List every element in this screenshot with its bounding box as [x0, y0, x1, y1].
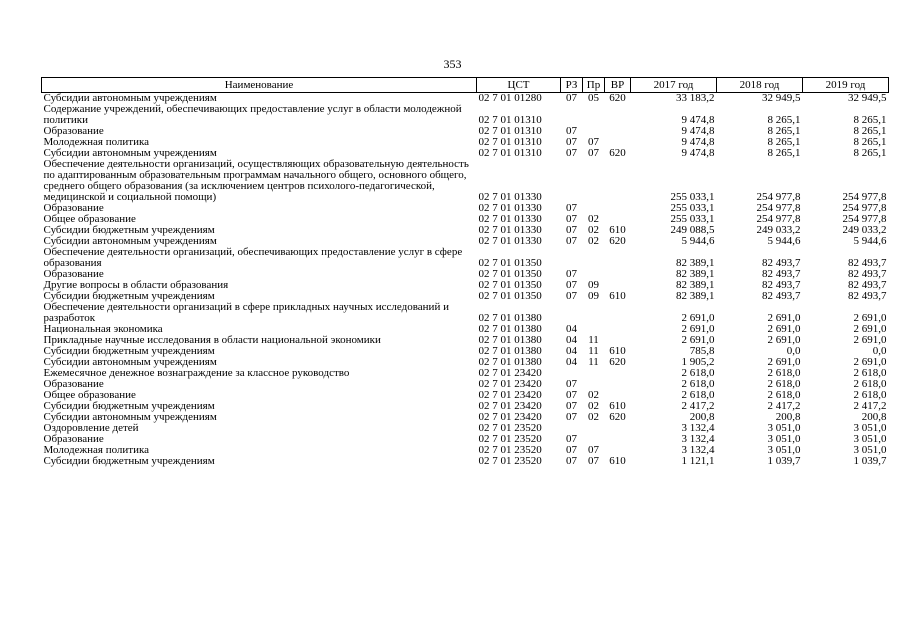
row-2018-value: 32 949,5	[762, 92, 801, 104]
row-2019-value: 8 265,1	[853, 114, 887, 126]
row-2018-value: 1 039,7	[767, 455, 801, 467]
row-2019-value: 0,0	[872, 345, 887, 357]
row-2018-value: 2 618,0	[767, 389, 801, 401]
row-cst-cell: 02 7 01 23420	[478, 411, 542, 423]
row-2019-value: 5 944,6	[853, 235, 887, 247]
row-2017-value: 9 474,8	[681, 136, 715, 148]
column-header-rz: РЗ	[561, 78, 583, 93]
row-2017-value: 255 033,1	[670, 202, 715, 214]
row-2019-value: 8 265,1	[853, 136, 887, 148]
row-rz-cell: 04	[566, 356, 577, 368]
row-pr-cell: 09	[588, 279, 599, 291]
row-name-cell: Образование	[43, 268, 104, 280]
row-rz-cell: 07	[566, 136, 577, 148]
row-cst-cell: 02 7 01 01350	[478, 268, 542, 280]
row-2018-value: 254 977,8	[756, 202, 801, 214]
budget-table	[41, 77, 889, 467]
row-2019-value: 3 051,0	[853, 422, 887, 434]
table-row	[42, 456, 889, 467]
table-row	[42, 302, 889, 324]
row-2017-value: 5 944,6	[681, 235, 715, 247]
row-rz-cell	[561, 159, 583, 203]
row-cst-cell: 02 7 01 01380	[478, 323, 542, 335]
row-vr-cell	[605, 126, 631, 137]
table-row	[42, 412, 889, 423]
row-rz-cell	[561, 302, 583, 324]
row-2018-value: 82 493,7	[762, 257, 801, 269]
row-2017-value: 1 905,2	[681, 356, 715, 368]
column-header-2017: 2017 год	[631, 78, 717, 93]
row-cst-cell: 02 7 01 01350	[478, 290, 542, 302]
row-name-cell: Субсидии автономным учреждениям	[43, 411, 217, 423]
row-name-cell: Образование	[43, 125, 104, 137]
row-2017-value: 9 474,8	[681, 114, 715, 126]
row-cst-cell: 02 7 01 01380	[478, 356, 542, 368]
row-rz-cell	[561, 247, 583, 269]
row-2019-value: 249 033,2	[842, 224, 887, 236]
row-2017-value: 82 389,1	[676, 257, 715, 269]
row-vr-cell: 620	[609, 411, 626, 423]
row-rz-cell: 07	[566, 279, 577, 291]
row-pr-cell: 07	[588, 136, 599, 148]
row-2017-value: 2 691,0	[681, 323, 715, 335]
row-2017-value: 3 132,4	[681, 444, 715, 456]
row-vr-cell	[605, 104, 631, 126]
column-header-name: Наименование	[42, 78, 477, 93]
row-vr-cell: 610	[609, 400, 626, 412]
row-cst-cell: 02 7 01 01330	[478, 202, 542, 214]
row-rz-cell: 07	[566, 92, 577, 104]
row-pr-cell	[583, 302, 605, 324]
row-vr-cell	[605, 324, 631, 335]
row-2018-value: 3 051,0	[767, 444, 801, 456]
row-2019-value: 1 039,7	[853, 455, 887, 467]
row-2018-value: 8 265,1	[767, 125, 801, 137]
row-name-cell: Субсидии бюджетным учреждениям	[43, 400, 215, 412]
row-2017-value: 3 132,4	[681, 422, 715, 434]
row-2017-value: 255 033,1	[670, 213, 715, 225]
row-2018-value: 200,8	[775, 411, 801, 423]
row-2017-value: 33 183,2	[676, 92, 715, 104]
row-2018-value: 82 493,7	[762, 279, 801, 291]
row-rz-cell: 07	[566, 147, 577, 159]
row-cst-cell: 02 7 01 01330	[478, 224, 542, 236]
row-rz-cell: 07	[566, 202, 577, 214]
row-cst-cell: 02 7 01 23520	[478, 444, 542, 456]
row-2017-value: 2 691,0	[681, 334, 715, 346]
row-pr-cell: 02	[588, 411, 599, 423]
row-rz-cell: 07	[566, 213, 577, 225]
row-pr-cell: 02	[588, 224, 599, 236]
row-name-cell: Субсидии бюджетным учреждениям	[43, 290, 215, 302]
row-name-cell: Субсидии автономным учреждениям	[43, 92, 217, 104]
row-cst-cell: 02 7 01 23420	[478, 367, 542, 379]
column-header-pr: Пр	[583, 78, 605, 93]
row-2018-value: 8 265,1	[767, 114, 801, 126]
row-pr-cell: 11	[588, 345, 599, 357]
row-name-cell: Прикладные научные исследования в области национальной экономики	[43, 334, 381, 346]
row-pr-cell: 09	[588, 290, 599, 302]
row-cst-cell: 02 7 01 23420	[478, 400, 542, 412]
row-name-cell: Национальная экономика	[43, 323, 163, 335]
row-2017-value: 3 132,4	[681, 433, 715, 445]
row-rz-cell: 07	[566, 444, 577, 456]
row-vr-cell	[605, 269, 631, 280]
row-name-cell: Субсидии бюджетным учреждениям	[43, 455, 215, 467]
row-2019-value: 254 977,8	[842, 213, 887, 225]
row-pr-cell	[583, 423, 605, 434]
row-2017-value: 2 618,0	[681, 389, 715, 401]
row-rz-cell: 07	[566, 378, 577, 390]
row-rz-cell: 07	[566, 433, 577, 445]
row-2017-value: 9 474,8	[681, 125, 715, 137]
row-2018-value: 2 691,0	[767, 323, 801, 335]
row-pr-cell: 05	[588, 92, 599, 104]
row-2019-value: 2 691,0	[853, 334, 887, 346]
row-pr-cell: 02	[588, 235, 599, 247]
row-rz-cell: 07	[566, 125, 577, 137]
row-cst-cell: 02 7 01 01310	[478, 125, 542, 137]
row-2019-value: 3 051,0	[853, 433, 887, 445]
row-2019-value: 254 977,8	[842, 202, 887, 214]
row-2018-value: 254 977,8	[756, 191, 801, 203]
row-rz-cell: 07	[566, 268, 577, 280]
row-rz-cell: 04	[566, 345, 577, 357]
row-2017-value: 82 389,1	[676, 279, 715, 291]
row-2019-value: 2 417,2	[853, 400, 887, 412]
column-header-2018: 2018 год	[717, 78, 803, 93]
row-rz-cell: 07	[566, 235, 577, 247]
row-2019-value: 2 618,0	[853, 367, 887, 379]
row-name-cell: Субсидии автономным учреждениям	[43, 356, 217, 368]
row-pr-cell: 11	[588, 334, 599, 346]
row-vr-cell	[605, 379, 631, 390]
row-2018-value: 82 493,7	[762, 268, 801, 280]
row-name-cell: Обеспечение деятельности организаций в сфере прикладных научных исследований и разработок	[43, 301, 449, 324]
row-rz-cell: 07	[566, 411, 577, 423]
row-cst-cell: 02 7 01 23420	[478, 378, 542, 390]
row-2018-value: 2 691,0	[767, 312, 801, 324]
row-2017-value: 82 389,1	[676, 268, 715, 280]
row-cst-cell: 02 7 01 23520	[478, 455, 542, 467]
row-2017-value: 2 618,0	[681, 378, 715, 390]
row-rz-cell: 07	[566, 400, 577, 412]
row-2019-value: 82 493,7	[848, 279, 887, 291]
row-cst-cell: 02 7 01 23520	[478, 433, 542, 445]
row-name-cell: Оздоровление детей	[43, 422, 139, 434]
row-rz-cell: 07	[566, 224, 577, 236]
table-row	[42, 247, 889, 269]
row-vr-cell	[605, 203, 631, 214]
table-header-row	[42, 78, 889, 93]
row-vr-cell	[605, 423, 631, 434]
row-vr-cell: 610	[609, 455, 626, 467]
row-2018-value: 8 265,1	[767, 147, 801, 159]
row-cst-cell: 02 7 01 01310	[478, 147, 542, 159]
row-2018-value: 3 051,0	[767, 422, 801, 434]
row-vr-cell	[605, 368, 631, 379]
column-header-vr: ВР	[605, 78, 631, 93]
row-rz-cell	[561, 104, 583, 126]
row-vr-cell: 620	[609, 92, 626, 104]
row-name-cell: Образование	[43, 378, 104, 390]
row-2018-value: 2 618,0	[767, 378, 801, 390]
row-pr-cell: 07	[588, 455, 599, 467]
row-vr-cell: 610	[609, 290, 626, 302]
row-rz-cell: 04	[566, 334, 577, 346]
row-cst-cell: 02 7 01 01380	[478, 345, 542, 357]
row-name-cell: Обеспечение деятельности организаций, осуществляющих образовательную деятельность по адаптированным образовательным программам начального общего, основного общего, среднего общего образования (за исключением центров психолого-педагогической, медицинской и социальной помощи)	[43, 158, 469, 203]
row-2018-value: 249 033,2	[756, 224, 801, 236]
row-vr-cell	[605, 434, 631, 445]
row-pr-cell: 07	[588, 444, 599, 456]
page-number: 353	[443, 57, 462, 71]
row-pr-cell: 02	[588, 213, 599, 225]
row-vr-cell: 620	[609, 147, 626, 159]
row-2018-value: 2 618,0	[767, 367, 801, 379]
row-cst-cell: 02 7 01 01310	[478, 114, 542, 126]
row-name-cell: Общее образование	[43, 213, 136, 225]
row-2019-value: 254 977,8	[842, 191, 887, 203]
row-2018-value: 2 417,2	[767, 400, 801, 412]
row-name-cell: Субсидии бюджетным учреждениям	[43, 224, 215, 236]
row-2017-value: 2 691,0	[681, 312, 715, 324]
row-name-cell: Субсидии автономным учреждениям	[43, 235, 217, 247]
row-vr-cell: 620	[609, 235, 626, 247]
table-row	[42, 368, 889, 379]
row-cst-cell: 02 7 01 01330	[478, 213, 542, 225]
row-name-cell: Содержание учреждений, обеспечивающих предоставление услуг в области молодежной политики	[43, 103, 462, 126]
row-cst-cell: 02 7 01 01380	[478, 334, 542, 346]
row-vr-cell	[605, 302, 631, 324]
row-2018-value: 0,0	[786, 345, 801, 357]
row-2018-value: 5 944,6	[767, 235, 801, 247]
row-2017-value: 2 417,2	[681, 400, 715, 412]
row-2017-value: 1 121,1	[681, 455, 715, 467]
column-header-cst: ЦСТ	[477, 78, 561, 93]
row-pr-cell	[583, 368, 605, 379]
row-2017-value: 82 389,1	[676, 290, 715, 302]
row-cst-cell: 02 7 01 23420	[478, 389, 542, 401]
row-pr-cell	[583, 104, 605, 126]
row-cst-cell: 02 7 01 23520	[478, 422, 542, 434]
row-vr-cell: 610	[609, 345, 626, 357]
row-2018-value: 254 977,8	[756, 213, 801, 225]
row-2019-value: 2 691,0	[853, 356, 887, 368]
table-row	[42, 126, 889, 137]
row-cst-cell: 02 7 01 01310	[478, 136, 542, 148]
table-body	[42, 93, 889, 468]
row-vr-cell	[605, 159, 631, 203]
table-row	[42, 434, 889, 445]
row-2019-value: 200,8	[861, 411, 887, 423]
table-row	[42, 159, 889, 203]
row-2017-value: 2 618,0	[681, 367, 715, 379]
row-2019-value: 8 265,1	[853, 125, 887, 137]
row-name-cell: Другие вопросы в области образования	[43, 279, 229, 291]
table-row	[42, 423, 889, 434]
column-header-2019: 2019 год	[803, 78, 889, 93]
row-2019-value: 3 051,0	[853, 444, 887, 456]
row-rz-cell: 07	[566, 455, 577, 467]
row-pr-cell: 11	[588, 356, 599, 368]
row-rz-cell: 07	[566, 389, 577, 401]
row-vr-cell	[605, 247, 631, 269]
row-vr-cell: 610	[609, 224, 626, 236]
row-rz-cell: 07	[566, 290, 577, 302]
row-vr-cell: 620	[609, 356, 626, 368]
row-name-cell: Субсидии автономным учреждениям	[43, 147, 217, 159]
row-2018-value: 3 051,0	[767, 433, 801, 445]
row-cst-cell: 02 7 01 01330	[478, 235, 542, 247]
row-rz-cell: 04	[566, 323, 577, 335]
row-2017-value: 200,8	[689, 411, 715, 423]
row-name-cell: Образование	[43, 202, 104, 214]
row-name-cell: Субсидии бюджетным учреждениям	[43, 345, 215, 357]
row-2019-value: 2 691,0	[853, 323, 887, 335]
row-name-cell: Общее образование	[43, 389, 136, 401]
row-2019-value: 82 493,7	[848, 257, 887, 269]
row-name-cell: Ежемесячное денежное вознаграждение за классное руководство	[43, 367, 350, 379]
row-2017-value: 9 474,8	[681, 147, 715, 159]
row-2018-value: 82 493,7	[762, 290, 801, 302]
row-pr-cell	[583, 159, 605, 203]
row-2019-value: 82 493,7	[848, 268, 887, 280]
row-name-cell: Обеспечение деятельности организаций, обеспечивающих предоставление услуг в сфере образования	[43, 246, 463, 269]
row-cst-cell: 02 7 01 01330	[478, 191, 542, 203]
row-cst-cell: 02 7 01 01380	[478, 312, 542, 324]
row-cst-cell: 02 7 01 01280	[478, 92, 542, 104]
row-2019-value: 82 493,7	[848, 290, 887, 302]
row-2018-value: 2 691,0	[767, 334, 801, 346]
table-row	[42, 104, 889, 126]
row-cst-cell: 02 7 01 01350	[478, 257, 542, 269]
table-row	[42, 379, 889, 390]
row-2019-value: 2 618,0	[853, 389, 887, 401]
row-name-cell: Молодежная политика	[43, 444, 150, 456]
row-2019-value: 32 949,5	[848, 92, 887, 104]
row-2019-value: 2 691,0	[853, 312, 887, 324]
row-name-cell: Молодежная политика	[43, 136, 150, 148]
row-2018-value: 2 691,0	[767, 356, 801, 368]
row-pr-cell: 07	[588, 147, 599, 159]
row-pr-cell	[583, 247, 605, 269]
row-2017-value: 785,8	[689, 345, 715, 357]
row-name-cell: Образование	[43, 433, 104, 445]
row-2019-value: 8 265,1	[853, 147, 887, 159]
row-pr-cell: 02	[588, 389, 599, 401]
row-2017-value: 249 088,5	[670, 224, 715, 236]
row-2017-value: 255 033,1	[670, 191, 715, 203]
row-pr-cell: 02	[588, 400, 599, 412]
row-2019-value: 2 618,0	[853, 378, 887, 390]
row-2018-value: 8 265,1	[767, 136, 801, 148]
row-cst-cell: 02 7 01 01350	[478, 279, 542, 291]
